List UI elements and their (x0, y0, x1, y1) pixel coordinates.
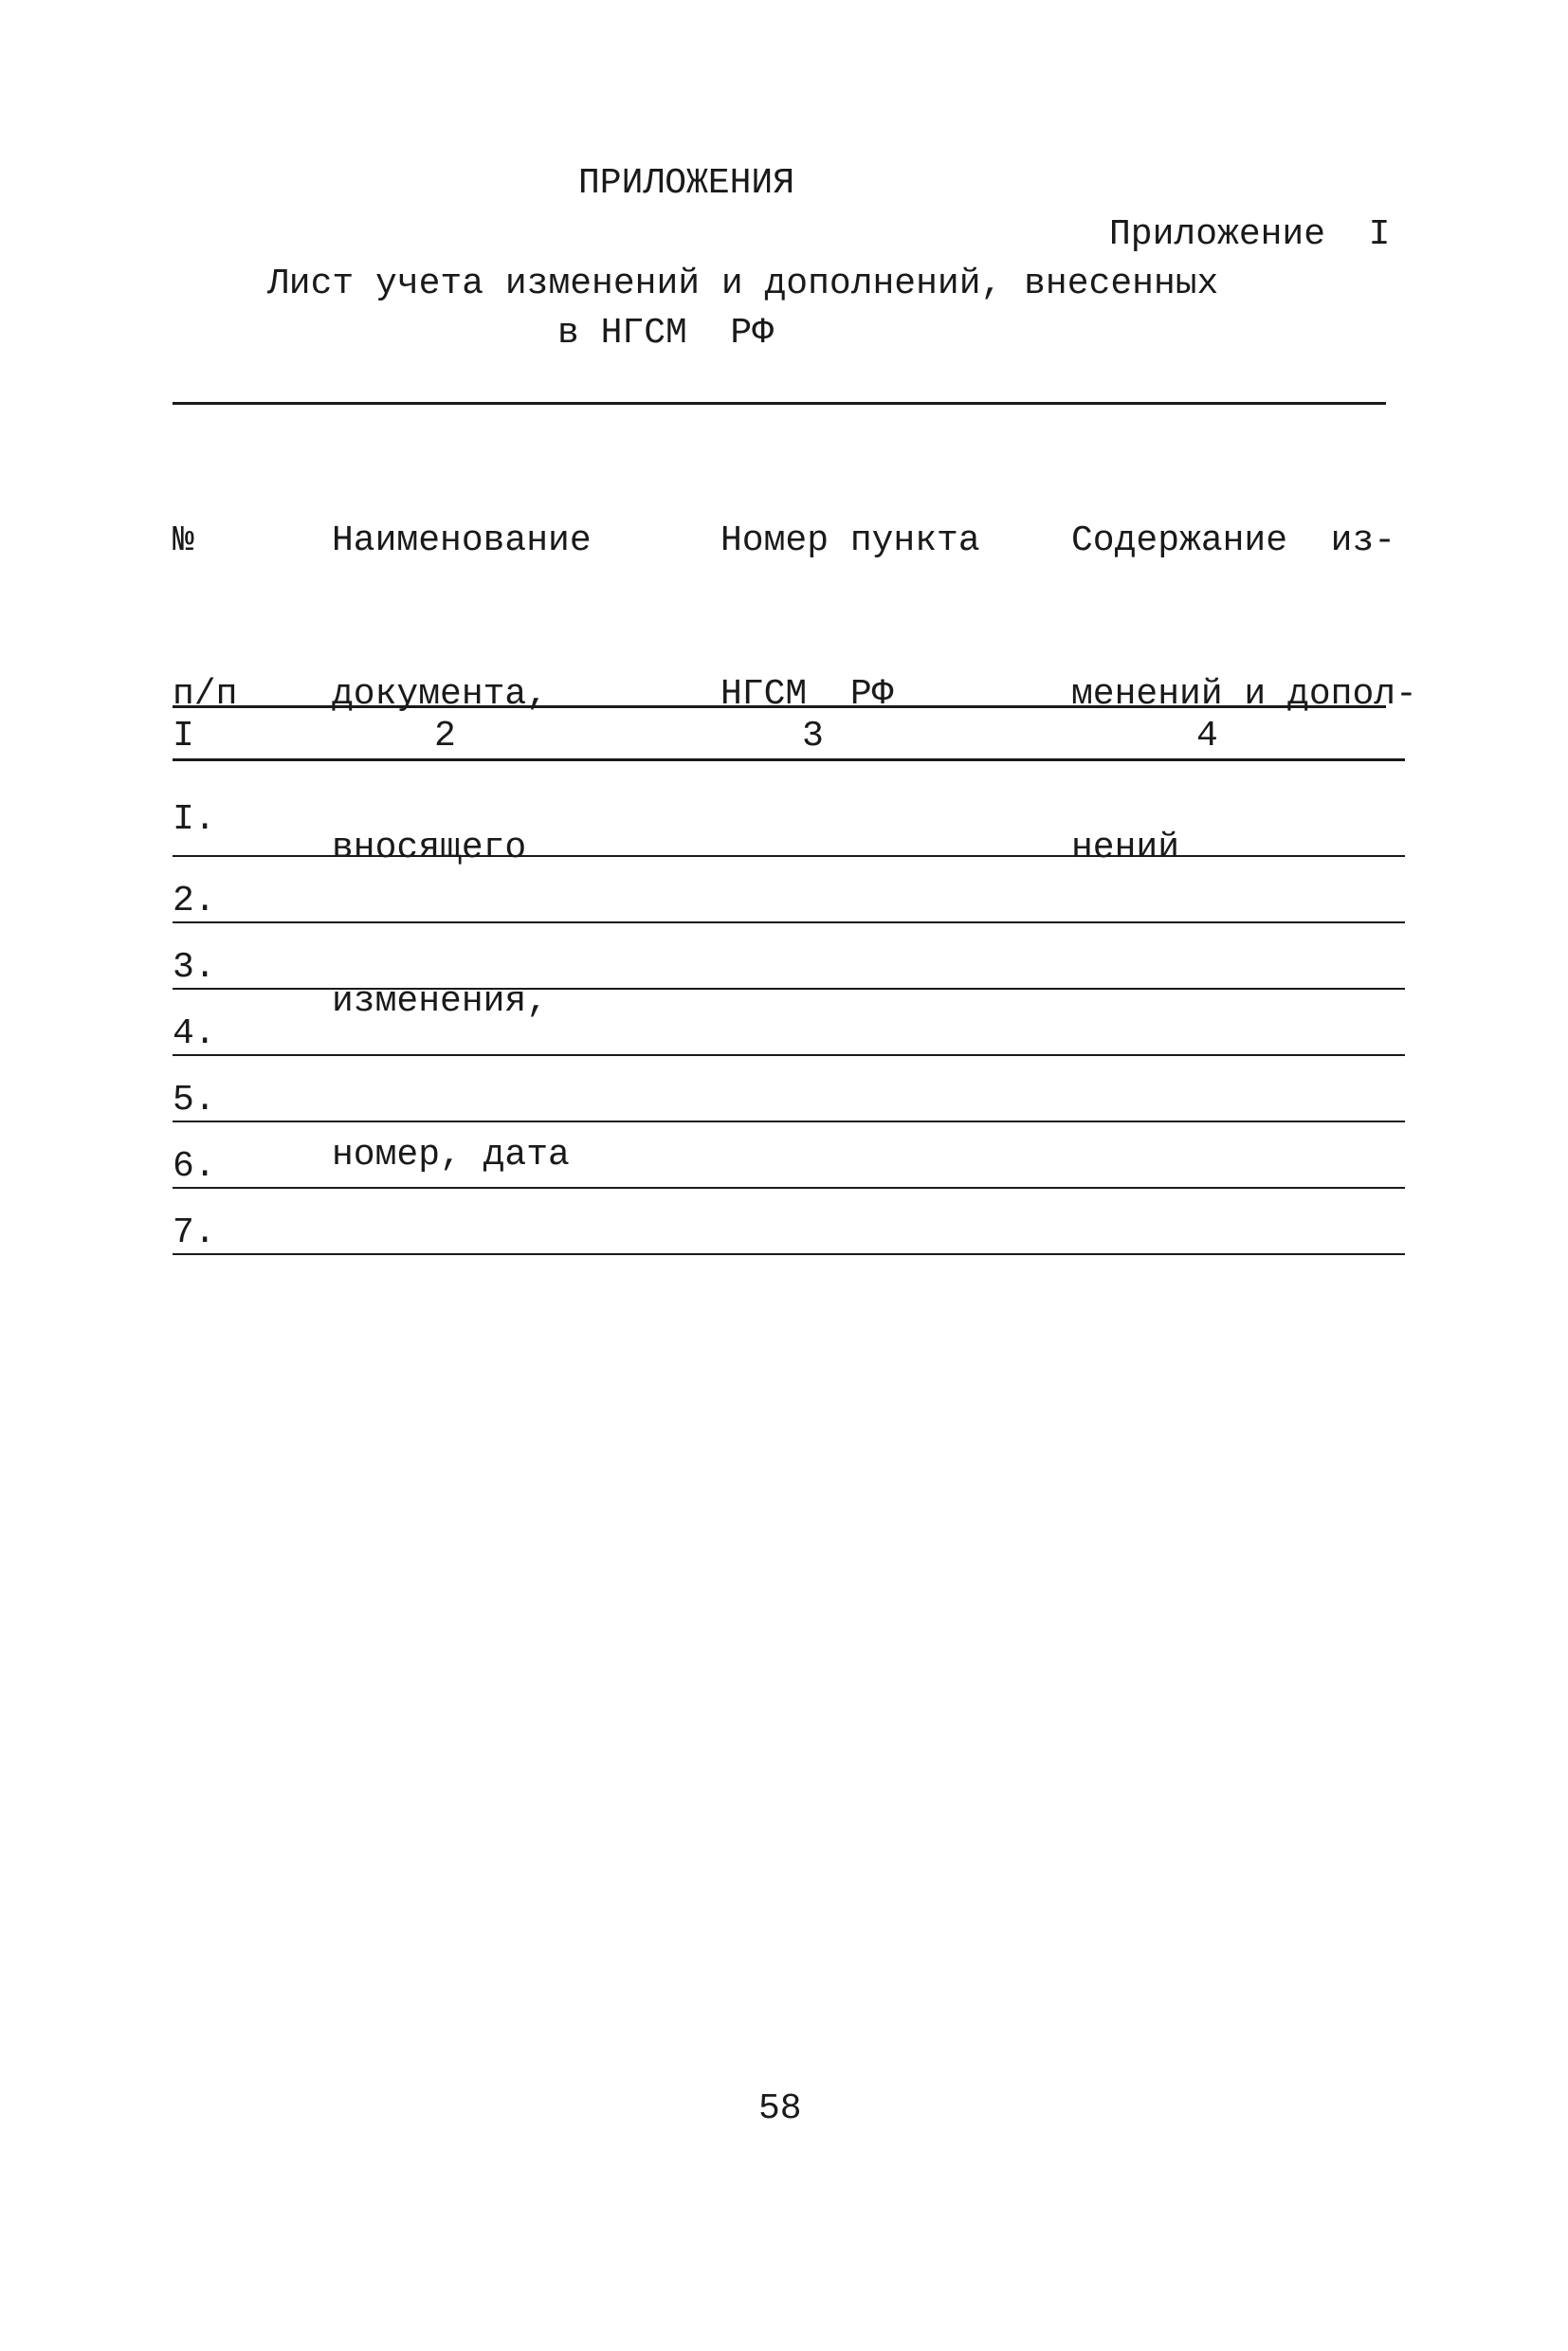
header-col-4-line: менений и допол- (1071, 674, 1417, 715)
table-row-number: I. (173, 799, 216, 840)
header-col-2 (332, 413, 592, 1284)
page-number: 58 (758, 2088, 802, 2129)
column-number: 2 (434, 716, 456, 756)
table-row-divider (173, 1121, 1405, 1122)
header-col-2-line: номер, дата (332, 1135, 570, 1176)
table-row-divider (173, 1054, 1405, 1056)
table-row-number: 4. (173, 1013, 216, 1054)
header-col-4-line: нений (1071, 828, 1180, 868)
header-col-4 (1071, 413, 1417, 976)
header-col-2-line: вносящего (332, 828, 527, 868)
sheet-title-line-2: в НГСМ РФ (557, 313, 775, 354)
header-col-4-line: Содержание из- (1071, 520, 1396, 561)
header-col-3 (720, 413, 980, 823)
sheet-title-line-1: Лист учета изменений и дополнений, внесенных (267, 264, 1219, 304)
table-row-divider (173, 855, 1405, 857)
table-row-number: 7. (173, 1212, 216, 1253)
table-row-number: 5. (173, 1080, 216, 1121)
table-row-divider (173, 1187, 1405, 1189)
table-row-divider (173, 921, 1405, 923)
column-number: I (173, 716, 194, 756)
table-row-number: 3. (173, 947, 216, 988)
column-number: 3 (802, 716, 824, 756)
table-row-number: 6. (173, 1146, 216, 1187)
table-top-border (173, 402, 1386, 405)
header-col-2-line: документа, (332, 674, 549, 715)
section-title: ПРИЛОЖЕНИЯ (578, 163, 795, 204)
header-col-1-line: № (173, 520, 194, 561)
header-col-2-line: изменения, (332, 981, 549, 1022)
header-col-2-line: Наименование (332, 520, 592, 561)
header-col-3-line: Номер пункта (720, 520, 980, 561)
column-number: 4 (1196, 716, 1218, 756)
header-col-3-line: НГСМ РФ (720, 674, 894, 715)
appendix-label: Приложение I (1109, 214, 1391, 255)
table-row-number: 2. (173, 881, 216, 921)
header-col-1 (173, 413, 259, 823)
header-col-1-line: п/п (173, 674, 238, 715)
header-bottom-border (173, 705, 1386, 708)
column-numbers-bottom-border (173, 758, 1405, 761)
table-row-divider (173, 988, 1405, 990)
table-row-divider (173, 1253, 1405, 1255)
